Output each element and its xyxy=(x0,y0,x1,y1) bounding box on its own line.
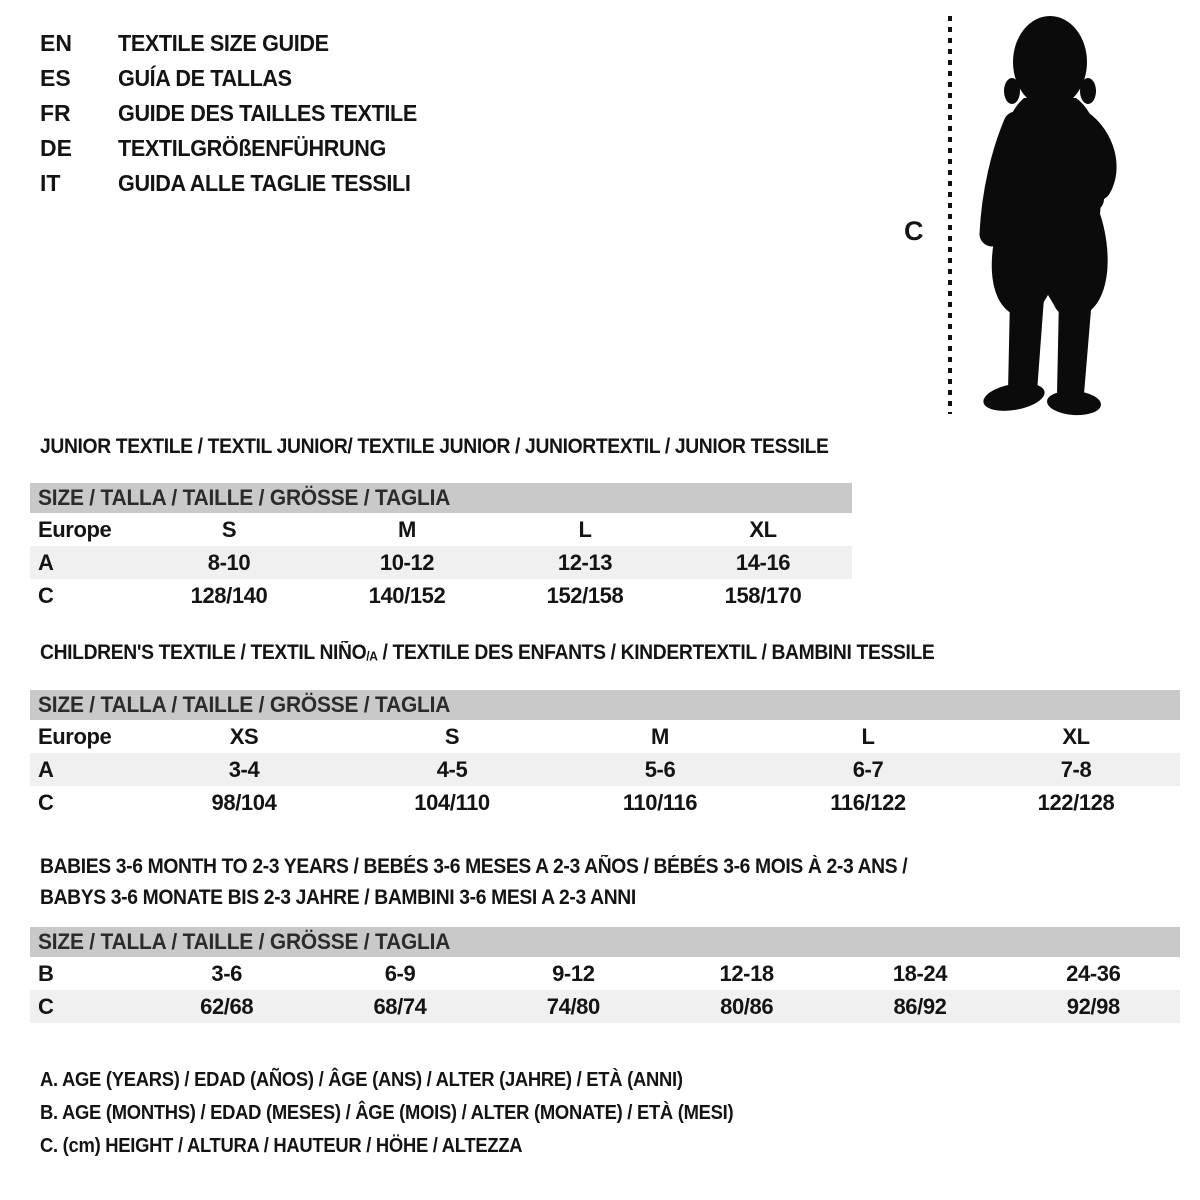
junior-title-text: JUNIOR TEXTILE / TEXTIL JUNIOR/ TEXTILE JUNIOR / JUNIORTEXTIL / JUNIOR TESSILE xyxy=(40,435,829,458)
language-row-en xyxy=(40,26,436,61)
junior-age-l: 12-13 xyxy=(557,549,613,575)
childrens-size-header-text: SIZE / TALLA / TAILLE / GRÖSSE / TAGLIA xyxy=(38,692,451,717)
babies-height-1: 62/68 xyxy=(200,993,254,1019)
childrens-age-xs: 3-4 xyxy=(228,756,260,782)
junior-row-age-label: A xyxy=(38,549,54,575)
junior-height-xl: 158/170 xyxy=(724,582,802,608)
junior-size-l: L xyxy=(578,516,592,542)
childrens-age-m: 5-6 xyxy=(644,756,676,782)
legend-line-c-text: C. (cm) HEIGHT / ALTURA / HAUTEUR / HÖHE / ALTEZZA xyxy=(40,1135,523,1157)
childrens-height-xl: 122/128 xyxy=(1037,789,1115,815)
language-row-de xyxy=(40,131,436,166)
legend-line-c xyxy=(40,1130,794,1163)
childrens-row-age xyxy=(30,753,1180,786)
childrens-row-europe-label: Europe xyxy=(38,723,112,749)
childrens-size-l: L xyxy=(861,723,875,749)
babies-months-4: 12-18 xyxy=(719,960,774,986)
junior-height-l: 152/158 xyxy=(546,582,624,608)
childrens-size-s: S xyxy=(444,723,460,749)
height-measure-dashed-line xyxy=(948,16,952,414)
childrens-size-xl: XL xyxy=(1062,723,1090,749)
childrens-height-xs: 98/104 xyxy=(211,789,277,815)
childrens-section-title xyxy=(40,640,934,670)
language-row-it xyxy=(40,166,436,201)
babies-title-line1: BABIES 3-6 MONTH TO 2-3 YEARS / BEBÉS 3-6 MESES A 2-3 AÑOS / BÉBÉS 3-6 MOIS À 2-3 ANS / xyxy=(40,855,908,878)
junior-age-xl: 14-16 xyxy=(735,549,791,575)
language-title-es: GUÍA DE TALLAS xyxy=(118,65,292,91)
language-code-fr: FR xyxy=(40,100,71,126)
childrens-height-s: 104/110 xyxy=(414,789,490,815)
babies-row-height-label: C xyxy=(38,993,54,1019)
babies-months-3: 9-12 xyxy=(552,960,595,986)
language-code-en: EN xyxy=(40,30,72,56)
height-measure-label: C xyxy=(904,216,924,246)
junior-size-table xyxy=(30,483,852,612)
childrens-height-m: 110/116 xyxy=(622,789,698,815)
legend-line-b-text: B. AGE (MONTHS) / EDAD (MESES) / ÂGE (MOIS) / ALTER (MONATE) / ETÀ (MESI) xyxy=(40,1102,734,1124)
junior-row-age xyxy=(30,546,852,579)
babies-row-months xyxy=(30,957,1180,990)
babies-title-line2: BABYS 3-6 MONATE BIS 2-3 JAHRE / BAMBINI 3-6 MESI A 2-3 ANNI xyxy=(40,886,636,909)
babies-months-5: 18-24 xyxy=(892,960,948,986)
childrens-size-m: M xyxy=(651,723,669,749)
junior-size-s: S xyxy=(221,516,237,542)
babies-height-2: 68/74 xyxy=(373,993,427,1019)
language-code-es: ES xyxy=(40,65,71,91)
legend-line-b xyxy=(40,1097,794,1130)
childrens-row-europe xyxy=(30,720,1180,753)
junior-height-m: 140/152 xyxy=(368,582,446,608)
childrens-row-age-label: A xyxy=(38,756,54,782)
babies-months-2: 6-9 xyxy=(384,960,416,986)
junior-row-europe-label: Europe xyxy=(38,516,112,542)
language-code-de: DE xyxy=(40,135,72,161)
childrens-title-part2: / TEXTILE DES ENFANTS / KINDERTEXTIL / BAMBINI TESSILE xyxy=(377,641,935,664)
junior-size-m: M xyxy=(398,516,416,542)
childrens-row-height-label: C xyxy=(38,789,54,815)
childrens-size-xs: XS xyxy=(229,723,259,749)
language-title-it: GUIDA ALLE TAGLIE TESSILI xyxy=(118,170,411,196)
junior-size-xl: XL xyxy=(749,516,777,542)
junior-size-table-header xyxy=(30,483,852,513)
babies-size-table xyxy=(30,927,1180,1023)
babies-height-3: 74/80 xyxy=(546,993,600,1019)
babies-height-4: 80/86 xyxy=(720,993,774,1019)
junior-row-height-label: C xyxy=(38,582,54,608)
childrens-age-l: 6-7 xyxy=(852,756,884,782)
childrens-age-s: 4-5 xyxy=(436,756,468,782)
childrens-row-height xyxy=(30,786,1180,819)
legend-line-a xyxy=(40,1064,794,1097)
language-row-es xyxy=(40,61,436,96)
childrens-size-table xyxy=(30,690,1180,819)
junior-size-header-text: SIZE / TALLA / TAILLE / GRÖSSE / TAGLIA xyxy=(38,485,451,510)
junior-row-height xyxy=(30,579,852,612)
babies-size-table-header xyxy=(30,927,1180,957)
babies-height-5: 86/92 xyxy=(893,993,947,1019)
junior-section-title xyxy=(40,434,829,460)
childrens-title-subscript: /A xyxy=(366,648,378,664)
babies-size-header-text: SIZE / TALLA / TAILLE / GRÖSSE / TAGLIA xyxy=(38,929,451,954)
childrens-age-xl: 7-8 xyxy=(1060,756,1092,782)
language-code-it: IT xyxy=(40,170,61,196)
junior-age-s: 8-10 xyxy=(207,549,251,575)
babies-height-6: 92/98 xyxy=(1066,993,1120,1019)
junior-height-s: 128/140 xyxy=(190,582,268,608)
toddler-silhouette-image xyxy=(962,12,1134,418)
language-title-fr: GUIDE DES TAILLES TEXTILE xyxy=(118,100,417,126)
language-title-list xyxy=(40,26,436,201)
language-title-en: TEXTILE SIZE GUIDE xyxy=(118,30,329,56)
childrens-height-l: 116/122 xyxy=(830,789,906,815)
babies-months-6: 24-36 xyxy=(1066,960,1121,986)
junior-age-m: 10-12 xyxy=(379,549,435,575)
legend xyxy=(40,1064,794,1163)
childrens-size-table-header xyxy=(30,690,1180,720)
babies-row-height xyxy=(30,990,1180,1023)
babies-row-months-label: B xyxy=(38,960,54,986)
babies-months-1: 3-6 xyxy=(211,960,242,986)
childrens-title-part1: CHILDREN'S TEXTILE / TEXTIL NIÑO xyxy=(40,641,367,664)
legend-line-a-text: A. AGE (YEARS) / EDAD (AÑOS) / ÂGE (ANS) / ALTER (JAHRE) / ETÀ (ANNI) xyxy=(40,1069,683,1091)
language-title-de: TEXTILGRÖßENFÜHRUNG xyxy=(118,135,386,161)
junior-row-europe xyxy=(30,513,852,546)
babies-section-title xyxy=(40,851,907,913)
language-row-fr xyxy=(40,96,436,131)
